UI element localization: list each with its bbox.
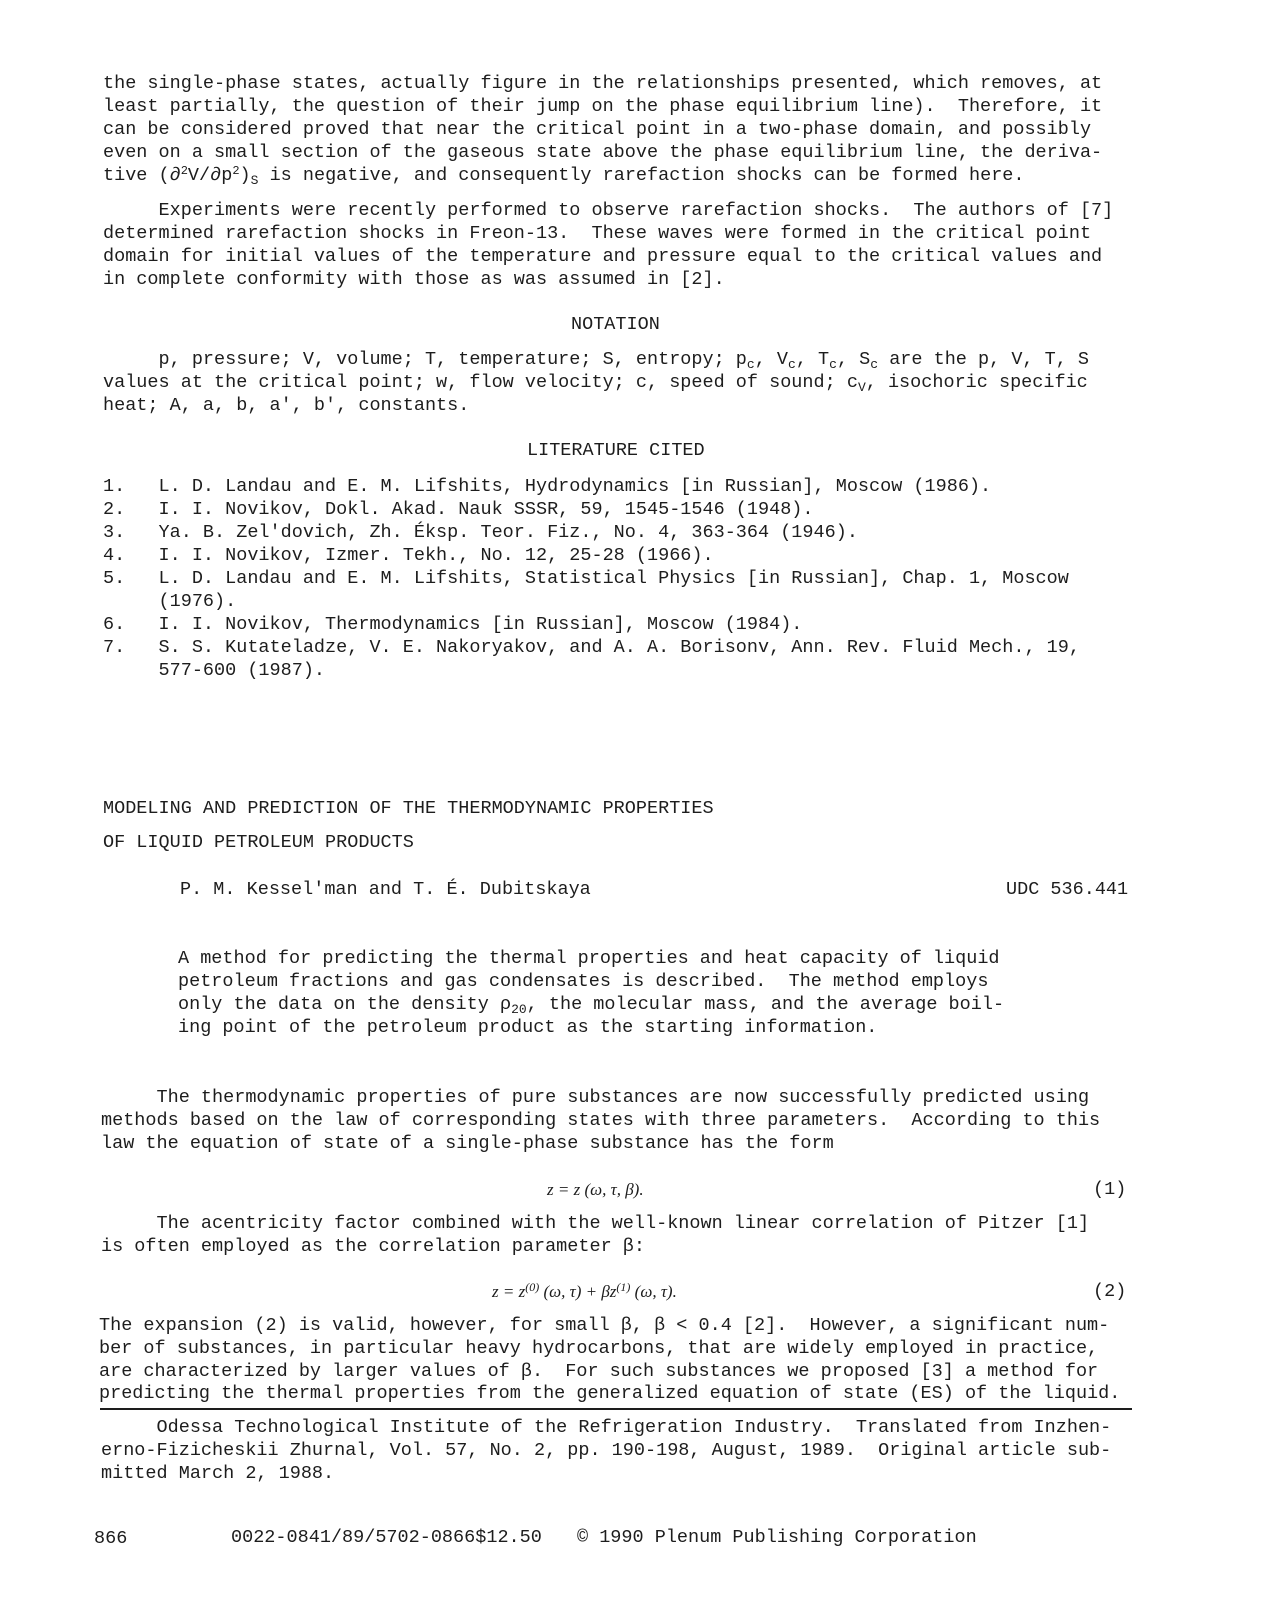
body-line: predicting the thermal properties from the generalized equation of state (ES) of the liquid.	[99, 1383, 1121, 1404]
abstract-line: petroleum fractions and gas condensates is described. The method employs	[178, 971, 989, 992]
copyright-notice: © 1990 Plenum Publishing Corporation	[577, 1527, 977, 1548]
literature-heading: LITERATURE CITED	[527, 440, 705, 461]
abstract-line: only the data on the density $\rho_{20}$, the molecular mass, and the average boil-	[178, 994, 1005, 1017]
intro-line: even on a small section of the gaseous state above the phase equilibrium line, the deriva-	[103, 142, 1103, 163]
body-line: are characterized by larger values of β. For such substances we proposed [3] a method for	[99, 1361, 1099, 1382]
notation-line: heat; A, a, b, a', b', constants.	[103, 395, 470, 416]
abstract-line: A method for predicting the thermal properties and heat capacity of liquid	[178, 948, 1000, 969]
intro-line-derivative: tive $(\partial^2V/\partial p^2)_S$ is negative, and consequently rarefaction shocks can be formed here.	[103, 164, 1025, 188]
reference-item: 4. I. I. Novikov, Izmer. Tekh., No. 12, 25-28 (1966).	[103, 545, 714, 566]
paragraph-line: in complete conformity with those as was assumed in [2].	[103, 269, 725, 290]
intro-line: the single-phase states, actually figure in the relationships presented, which removes, at	[103, 73, 1103, 94]
article-title: MODELING AND PREDICTION OF THE THERMODYNAMIC PROPERTIES	[103, 798, 714, 819]
body-line: The expansion (2) is valid, however, for small β, β < 0.4 [2]. However, a significant num-	[99, 1315, 1110, 1336]
article-code: 0022-0841/89/5702-0866$12.50	[231, 1527, 542, 1548]
footnote-line: Odessa Technological Institute of the Refrigeration Industry. Translated from Inzhen-	[101, 1417, 1112, 1438]
article-title: OF LIQUID PETROLEUM PRODUCTS	[103, 832, 414, 853]
equation-number: (1)	[1093, 1179, 1127, 1200]
intro-line: can be considered proved that near the critical point in a two-phase domain, and possibly	[103, 119, 1092, 140]
body-line: methods based on the law of corresponding states with three parameters. According to this	[101, 1110, 1101, 1131]
equation-1: z = z (ω, τ, β).	[547, 1180, 644, 1199]
reference-item: (1976).	[103, 591, 237, 612]
footnote-line: mitted March 2, 1988.	[101, 1463, 335, 1484]
notation-heading: NOTATION	[571, 314, 660, 335]
equation-2: $z = z^{(0)}$ (ω, $\tau) + \beta z^{(1)}$ (ω, τ).	[492, 1280, 677, 1301]
abstract-line: ing point of the petroleum product as the starting information.	[178, 1017, 878, 1038]
footnote-line: erno-Fizicheskii Zhurnal, Vol. 57, No. 2, pp. 190-198, August, 1989. Original article sub-	[101, 1440, 1112, 1461]
reference-item: 577-600 (1987).	[103, 660, 326, 681]
intro-line: least partially, the question of their jump on the phase equilibrium line). Therefore, it	[103, 96, 1103, 117]
reference-item: 7. S. S. Kutateladze, V. E. Nakoryakov, and A. A. Borisonv, Ann. Rev. Fluid Mech., 19,	[103, 637, 1080, 658]
notation-line: p, pressure; V, volume; T, temperature; S, entropy; $p_c$, $V_c$, $T_c$, $S_c$ are the p, V, T, S	[103, 349, 1090, 372]
body-line: The acentricity factor combined with the well-known linear correlation of Pitzer [1]	[101, 1213, 1090, 1234]
reference-item: 3. Ya. B. Zel'dovich, Zh. Éksp. Teor. Fiz., No. 4, 363-364 (1946).	[103, 522, 858, 543]
notation-line: values at the critical point; w, flow velocity; c, speed of sound; $c_V$, isochoric specific	[103, 372, 1088, 395]
udc-code: UDC 536.441	[1006, 879, 1129, 900]
reference-item: 5. L. D. Landau and E. M. Lifshits, Statistical Physics [in Russian], Chap. 1, Moscow	[103, 568, 1069, 589]
reference-item: 6. I. I. Novikov, Thermodynamics [in Russian], Moscow (1984).	[103, 614, 803, 635]
reference-item: 1. L. D. Landau and E. M. Lifshits, Hydrodynamics [in Russian], Moscow (1986).	[103, 476, 992, 497]
body-line: ber of substances, in particular heavy hydrocarbons, that are widely employed in practice,	[99, 1338, 1099, 1359]
article-authors: P. M. Kessel'man and T. É. Dubitskaya	[180, 879, 591, 900]
paragraph-line: domain for initial values of the temperature and pressure equal to the critical values and	[103, 246, 1103, 267]
paragraph-line: Experiments were recently performed to observe rarefaction shocks. The authors of [7]	[103, 200, 1114, 221]
equation-number: (2)	[1093, 1281, 1127, 1302]
body-line: law the equation of state of a single-phase substance has the form	[101, 1133, 834, 1154]
reference-item: 2. I. I. Novikov, Dokl. Akad. Nauk SSSR, 59, 1545-1546 (1948).	[103, 499, 814, 520]
footnote-rule	[100, 1408, 1132, 1410]
page-number: 866	[94, 1528, 128, 1549]
body-line: is often employed as the correlation parameter β:	[101, 1236, 645, 1257]
body-line: The thermodynamic properties of pure substances are now successfully predicted using	[101, 1087, 1090, 1108]
paragraph-line: determined rarefaction shocks in Freon-13. These waves were formed in the critical point	[103, 223, 1092, 244]
